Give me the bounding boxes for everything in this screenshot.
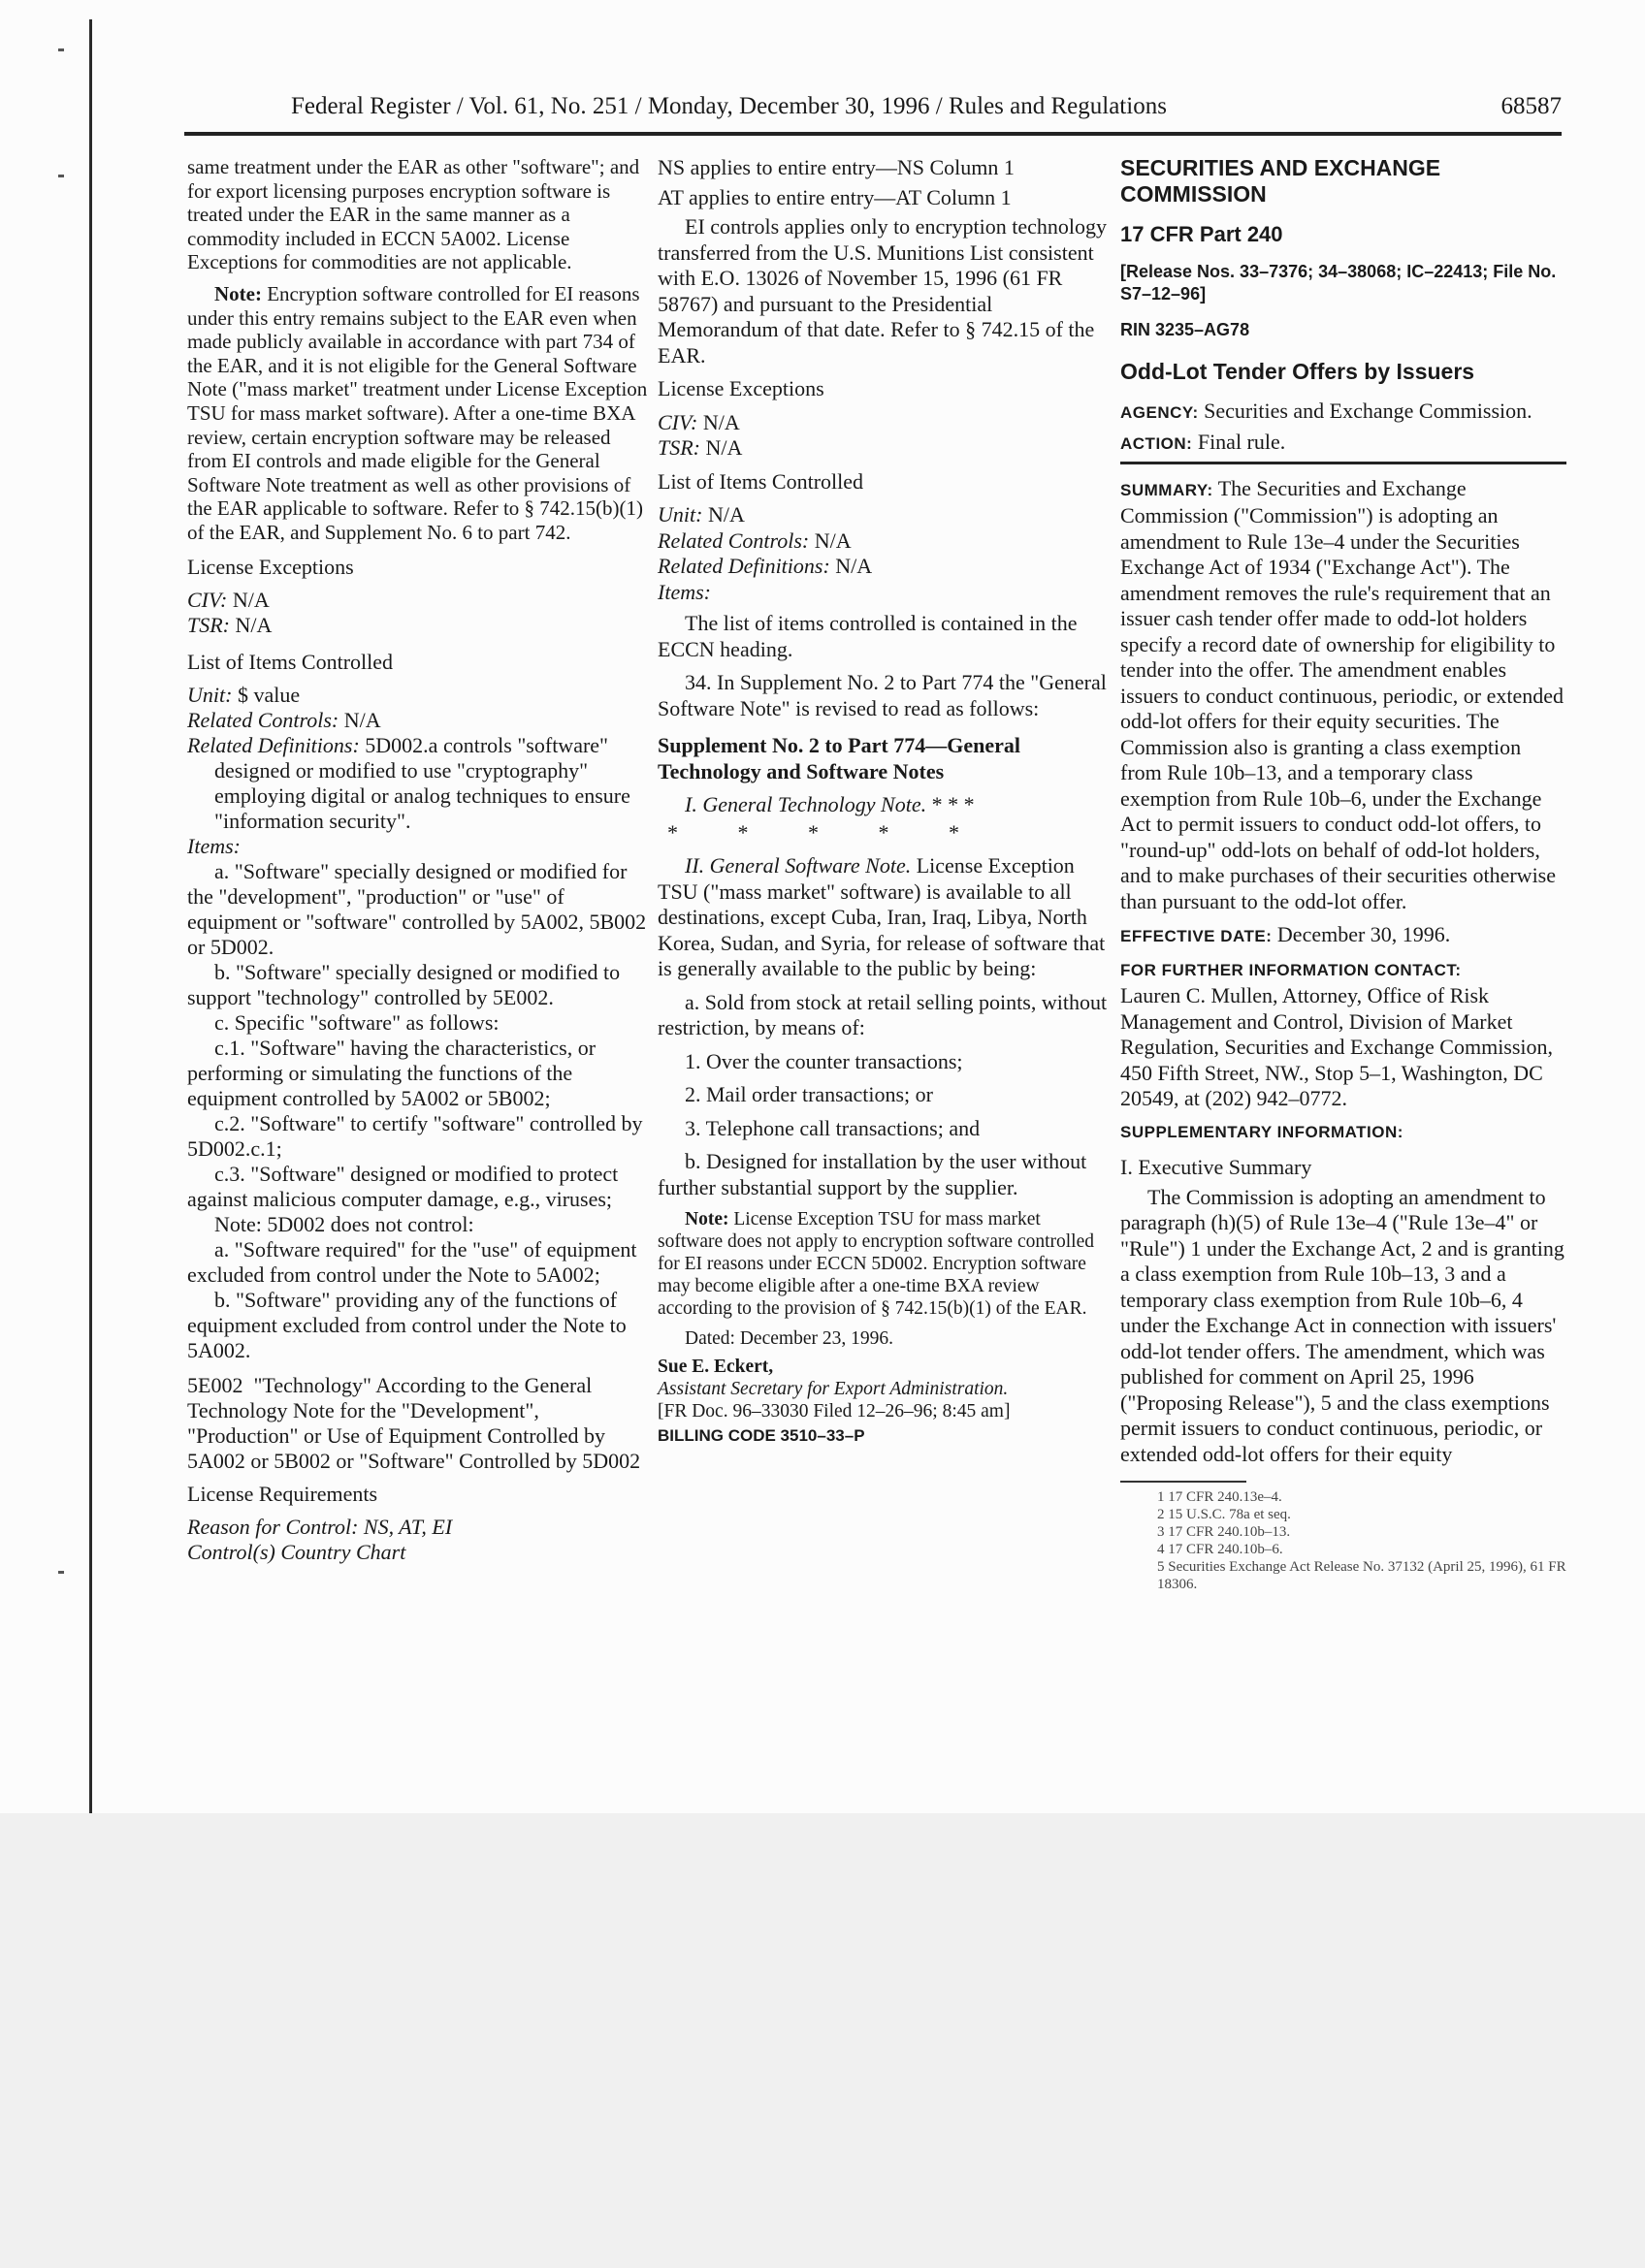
items-label: Items: xyxy=(658,579,711,604)
unit-label: Unit: xyxy=(658,502,703,527)
unit-label: Unit: xyxy=(187,682,233,707)
section-rule xyxy=(1120,462,1566,464)
list-item: c.2. "Software" to certify "software" controlled by 5D002.c.1; xyxy=(187,1110,643,1161)
footnote: 1 17 CFR 240.13e–4. xyxy=(1157,1489,1282,1505)
tsr-value: N/A xyxy=(705,435,743,460)
paragraph: The list of items controlled is contained in the ECCN heading. xyxy=(658,611,1078,661)
tsr-label: TSR: xyxy=(658,435,700,460)
signer-title: Assistant Secretary for Export Administration. xyxy=(658,1379,1009,1399)
list-item: a. "Software" specially designed or modified for the "development", "production" or "use" of equipment or "software" controlled by 5A002, 5B002 or 5D002. xyxy=(187,858,647,959)
footnote: 2 15 U.S.C. 78a et seq. xyxy=(1157,1507,1291,1522)
omission-stars: * * * * * xyxy=(667,819,986,845)
column-left xyxy=(187,155,653,1565)
related-controls-label: Related Controls: xyxy=(658,527,810,553)
contact-text: Lauren C. Mullen, Attorney, Office of Risk Management and Control, Division of Market Regulation, Securities and Exchange Commission, 450 Fifth Street, NW., Stop 5–1, Washington, DC 20549, at (202) 942–0772. xyxy=(1120,983,1554,1110)
volume-issue: Vol. 61, No. 251 xyxy=(468,93,629,119)
section-heading: License Exceptions xyxy=(658,376,824,400)
paragraph: License Exception TSU ("mass market" software) is available to all destinations, except Cuba, Iran, Iraq, Libya, North Korea, Sudan, and Syria, for release of software that is generally available to the public by being: xyxy=(658,853,1106,980)
civ-value: N/A xyxy=(232,587,270,612)
tsr-label: TSR: xyxy=(187,612,230,637)
related-definitions-value: N/A xyxy=(835,554,873,578)
list-item: c.3. "Software" designed or modified to protect against malicious computer damage, e.g., viruses; xyxy=(187,1161,619,1211)
effective-date-label: EFFECTIVE DATE: xyxy=(1120,927,1273,945)
scan-margin xyxy=(0,1813,1645,2268)
footnote: 4 17 CFR 240.10b–6. xyxy=(1157,1542,1283,1557)
agency-heading: SECURITIES AND EXCHANGE COMMISSION xyxy=(1120,155,1441,207)
action-value: Final rule. xyxy=(1197,430,1286,454)
list-item: 3. Telephone call transactions; and xyxy=(685,1115,981,1140)
items-label: Items: xyxy=(187,833,241,858)
paragraph: same treatment under the EAR as other "software"; and for export licensing purposes encryption software is treated under the EAR in the same manner as a commodity included in ECCN 5A002. License Exceptions for commodities are not applicable. xyxy=(187,155,640,274)
summary-text: The Securities and Exchange Commission ("Commission") is adopting an amendment to Rule 13e–4 under the Securities Exchange Act of 1934 ("Exchange Act"). The amendment removes the rule's requirement that an issuer cash tender offer made to odd-lot holders specify a record date of ownership for eligibility to tender into the offer. The amendment enables issuers to conduct continuous, periodic, or extended odd-lot offers for their equity securities. The Commission also is granting a class exemption from Rule 10b–13, and a temporary class exemption from Rule 10b–6, under the Exchange Act to permit issuers to conduct odd-lot offers, to "round-up" odd-lots on behalf of odd-lot holders, and to make purchases of their securities otherwise than pursuant to the odd-lot offer. xyxy=(1120,475,1564,913)
paragraph: The Commission is adopting an amendment to paragraph (h)(5) of Rule 13e–4 ("Rule 13e–4" or "Rule") 1 under the Exchange Act, 2 and is granting a class exemption from Rule 10b–13, 3 and a temporary class exemption from Rule 10b–6, 4 under the Exchange Act in connection with issuers' odd-lot tender offers. The amendment, which was published for comment on April 25, 1996 ("Proposing Release"), 5 and the class exemptions permit issuers to conduct continuous, periodic, or extended odd-lot offers for their equity xyxy=(1120,1184,1564,1466)
civ-label: CIV: xyxy=(658,409,698,434)
agency-value: Securities and Exchange Commission. xyxy=(1204,398,1532,423)
related-definitions-value: 5D002.a controls "software" designed or modified to use "cryptography" employing digital or analog techniques to ensure "information security". xyxy=(214,732,630,833)
paragraph: EI controls applies only to encryption technology transferred from the U.S. Munitions List consistent with E.O. 13026 of November 15, 1996 (61 FR 58767) and pursuant to the Presidential Memorandum of that date. Refer to § 742.15 of the EAR. xyxy=(658,214,1108,367)
action-label: ACTION: xyxy=(1120,434,1193,453)
list-item: a. "Software required" for the "use" of equipment excluded from control under the Note to 5A002; xyxy=(187,1236,637,1287)
eccn-heading: "Technology" According to the General Technology Note for the "Development", "Production" or Use of Equipment Controlled by 5A002 or 5B002 or "Software" Controlled by 5D002 xyxy=(187,1372,641,1473)
section-heading: License Exceptions xyxy=(187,554,354,579)
related-controls-label: Related Controls: xyxy=(187,707,339,732)
omission-stars: * * * xyxy=(931,792,975,816)
list-item: 2. Mail order transactions; or xyxy=(685,1082,933,1106)
note-text: 5D002 does not control: xyxy=(267,1211,474,1236)
billing-code: BILLING CODE 3510–33–P xyxy=(658,1426,865,1445)
tsr-value: N/A xyxy=(235,612,273,637)
supplementary-label: SUPPLEMENTARY INFORMATION: xyxy=(1120,1122,1403,1141)
note-text: License Exception TSU for mass market software does not apply to encryption software controlled for EI reasons under ECCN 5D002. Encryption software may become eligible after a one-time BXA review according to the provision of § 742.15(b)(1) of the EAR. xyxy=(658,1209,1094,1319)
column-middle xyxy=(658,155,1109,1446)
fr-doc-line: [FR Doc. 96–33030 Filed 12–26–96; 8:45 am] xyxy=(658,1401,1011,1421)
rin: RIN 3235–AG78 xyxy=(1120,320,1250,339)
signer-name: Sue E. Eckert, xyxy=(658,1357,774,1377)
release-numbers: [Release Nos. 33–7376; 34–38068; IC–22413; File No. S7–12–96] xyxy=(1120,262,1557,303)
related-controls-value: N/A xyxy=(814,527,852,553)
eccn-code: 5E002 xyxy=(187,1372,243,1397)
section-heading: License Requirements xyxy=(187,1481,378,1506)
section-name: Rules and Regulations xyxy=(948,93,1167,119)
summary-label: SUMMARY: xyxy=(1120,480,1213,499)
controls-chart-heading: Control(s) Country Chart xyxy=(187,1539,406,1564)
binding-edge xyxy=(89,19,92,1813)
list-item: c.1. "Software" having the characteristics, or performing or simulating the functions of the equipment controlled by 5A002 or 5B002; xyxy=(187,1035,597,1110)
section-heading: I. Executive Summary xyxy=(1120,1155,1312,1179)
publication-name: Federal Register xyxy=(291,93,451,119)
scan-mark xyxy=(58,48,64,51)
cfr-part: 17 CFR Part 240 xyxy=(1120,222,1283,246)
effective-date-value: December 30, 1996. xyxy=(1276,922,1451,946)
section-heading: List of Items Controlled xyxy=(658,468,864,494)
list-item: b. Designed for installation by the user without further substantial support by the supplier. xyxy=(658,1149,1087,1199)
civ-label: CIV: xyxy=(187,587,228,612)
related-controls-value: N/A xyxy=(343,707,381,732)
note-label: Note: xyxy=(685,1209,729,1230)
list-item: c. Specific "software" as follows: xyxy=(214,1009,500,1035)
issue-date: Monday, December 30, 1996 xyxy=(647,93,930,119)
related-definitions-label: Related Definitions: xyxy=(187,732,360,757)
reason-for-control: Reason for Control: NS, AT, EI xyxy=(187,1514,453,1539)
amendment-instruction: 34. In Supplement No. 2 to Part 774 the "General Software Note" is revised to read as follows: xyxy=(658,670,1107,720)
list-item: 1. Over the counter transactions; xyxy=(685,1048,963,1073)
footnote: 5 Securities Exchange Act Release No. 37132 (April 25, 1996), 61 FR 18306. xyxy=(1157,1559,1566,1592)
civ-value: N/A xyxy=(702,409,740,434)
column-right xyxy=(1120,155,1566,1593)
unit-value: N/A xyxy=(707,502,745,527)
header-rule xyxy=(184,132,1562,136)
note-text: Encryption software controlled for EI reasons under this entry remains subject to the EAR even when made publicly available in accordance with part 734 of the EAR, and it is not eligible for the General Software Note ("mass market" treatment under License Exception TSU for mass market software). After a one-time BXA review, certain encryption software may be released from EI controls and made eligible for the General Software Note treatment as well as other provisions of the EAR applicable to software. Refer to § 742.15(b)(1) of the EAR, and Supplement No. 6 to part 742. xyxy=(187,281,648,544)
control-entry: NS applies to entire entry—NS Column 1 xyxy=(658,155,1015,179)
supplement-heading: Supplement No. 2 to Part 774—General Technology and Software Notes xyxy=(658,733,1020,783)
general-technology-note: I. General Technology Note. xyxy=(685,792,927,816)
unit-value: $ value xyxy=(237,682,301,707)
footnote-rule xyxy=(1120,1481,1246,1483)
document-title: Odd-Lot Tender Offers by Issuers xyxy=(1120,358,1475,384)
list-item: a. Sold from stock at retail selling points, without restriction, by means of: xyxy=(658,989,1108,1039)
section-heading: List of Items Controlled xyxy=(187,649,394,674)
scan-mark xyxy=(58,175,64,177)
list-item: b. "Software" providing any of the functions of equipment excluded from control under the Note to 5A002. xyxy=(187,1287,627,1362)
related-definitions-label: Related Definitions: xyxy=(658,554,830,578)
control-entry: AT applies to entire entry—AT Column 1 xyxy=(658,184,1012,209)
page-number: 68587 xyxy=(1500,93,1562,119)
agency-label: AGENCY: xyxy=(1120,402,1199,422)
note-paragraph xyxy=(187,282,653,545)
footnote: 3 17 CFR 240.10b–13. xyxy=(1157,1524,1291,1540)
contact-label: FOR FURTHER INFORMATION CONTACT: xyxy=(1120,960,1462,979)
note-label: Note: xyxy=(214,1211,262,1236)
scan-mark xyxy=(58,1571,64,1574)
general-software-note: II. General Software Note. xyxy=(685,853,912,878)
note-label: Note: xyxy=(214,281,262,305)
list-item: b. "Software" specially designed or modified to support "technology" controlled by 5E002. xyxy=(187,959,621,1009)
dated-line: Dated: December 23, 1996. xyxy=(685,1328,893,1349)
page-header: Federal Register / Vol. 61, No. 251 / Monday, December 30, 1996 / Rules and Regulations 68587 xyxy=(291,93,1562,119)
